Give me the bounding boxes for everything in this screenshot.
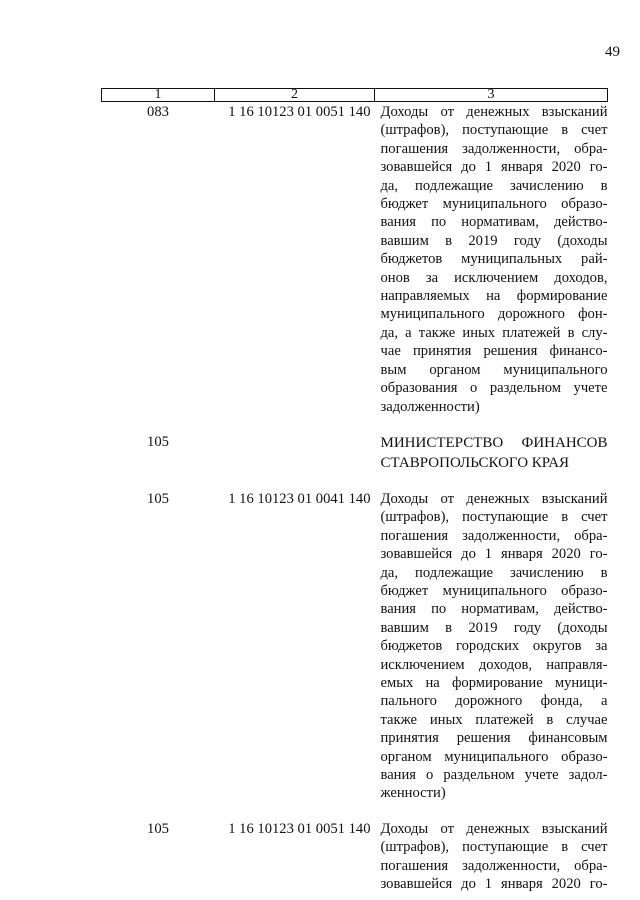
description-line: вания по нормативам, действо-	[380, 601, 608, 618]
table-header-row	[102, 89, 608, 102]
description-line: бюджетов муниципальных рай-	[380, 251, 608, 268]
ministry-name-cell	[375, 432, 608, 473]
description-line: бюджет муниципального образо-	[380, 196, 608, 213]
description-line: зовавшейся до 1 января 2020 го-	[380, 159, 608, 176]
description-line: бюджетов городских округов за	[380, 638, 608, 655]
description-line: да, а также иных платежей в слу-	[380, 324, 608, 341]
description-line: направляемых на формирование	[380, 288, 608, 305]
admin-code-cell: 105	[147, 490, 169, 507]
description-line: (штрафов), поступающие в счет	[380, 839, 608, 856]
income-description-cell	[375, 489, 608, 803]
column-header-3: 3	[375, 89, 608, 102]
description-line: да, подлежащие зачислению в	[380, 564, 608, 581]
description-line: вавшим в 2019 году (доходы	[380, 619, 608, 636]
admin-code-cell: 083	[147, 104, 169, 120]
description-line: Доходы от денежных взысканий	[380, 104, 608, 120]
description-line: погашения задолженности, обра-	[380, 527, 608, 544]
description-line: МИНИСТЕРСТВО ФИНАНСОВ	[380, 434, 608, 451]
row-spacer	[102, 473, 608, 489]
description-line: зовавшейся до 1 января 2020 го-	[380, 546, 608, 563]
admin-code-cell: 105	[147, 433, 169, 450]
page-number: 49	[605, 44, 620, 60]
description-line: чае принятия решения финансо-	[380, 343, 608, 360]
description-line: бюджет муниципального образо-	[380, 582, 608, 599]
description-line: пального дорожного фонда, а	[380, 693, 608, 710]
description-line: органом муниципального образо-	[380, 748, 608, 765]
income-description-cell	[375, 819, 608, 894]
description-line: зовавшейся до 1 января 2020 го-	[380, 876, 608, 893]
table-row	[102, 489, 608, 803]
description-line: вым органом муниципального	[380, 361, 608, 378]
description-line: исключением доходов, направля-	[380, 656, 608, 673]
description-line: да, подлежащие зачислению в	[380, 177, 608, 194]
description-line: СТАВРОПОЛЬСКОГО КРАЯ	[380, 454, 570, 471]
description-line: также иных платежей в случае	[380, 711, 608, 728]
admin-code-cell: 105	[147, 820, 169, 837]
row-spacer-cell	[102, 803, 608, 819]
description-line: вания по нормативам, действо-	[380, 214, 608, 231]
budget-classification-table	[101, 88, 608, 893]
row-spacer-cell	[102, 473, 608, 489]
description-line: задолженности)	[380, 398, 480, 415]
description-line: онов за исключением доходов,	[380, 269, 608, 286]
income-description-cell	[375, 102, 608, 416]
description-line: Доходы от денежных взысканий	[380, 490, 608, 507]
description-line: емых на формирование муници-	[380, 674, 608, 691]
table-row	[102, 819, 608, 894]
description-line: женности)	[380, 785, 446, 802]
row-spacer	[102, 416, 608, 432]
description-line: (штрафов), поступающие в счет	[380, 509, 608, 526]
column-header-1: 1	[102, 89, 215, 102]
description-line: образования о раздельном учете	[380, 380, 608, 397]
budget-code-cell	[215, 432, 375, 473]
row-spacer	[102, 803, 608, 819]
budget-code-cell: 1 16 10123 01 0051 140	[228, 820, 371, 837]
table-row	[102, 102, 608, 416]
column-header-2: 2	[215, 89, 375, 102]
description-line: погашения задолженности, обра-	[380, 140, 608, 157]
row-spacer-cell	[102, 416, 608, 432]
description-line: погашения задолженности, обра-	[380, 857, 608, 874]
description-line: (штрафов), поступающие в счет	[380, 122, 608, 139]
description-line: принятия решения финансовым	[380, 730, 608, 747]
description-line: муниципального дорожного фон-	[380, 306, 608, 323]
table-row	[102, 432, 608, 473]
budget-code-cell: 1 16 10123 01 0041 140	[228, 490, 371, 507]
description-line: Доходы от денежных взысканий	[380, 820, 608, 837]
description-line: вания о раздельном учете задол-	[380, 767, 608, 783]
budget-code-cell: 1 16 10123 01 0051 140	[228, 104, 371, 120]
description-line: вавшим в 2019 году (доходы	[380, 232, 608, 249]
